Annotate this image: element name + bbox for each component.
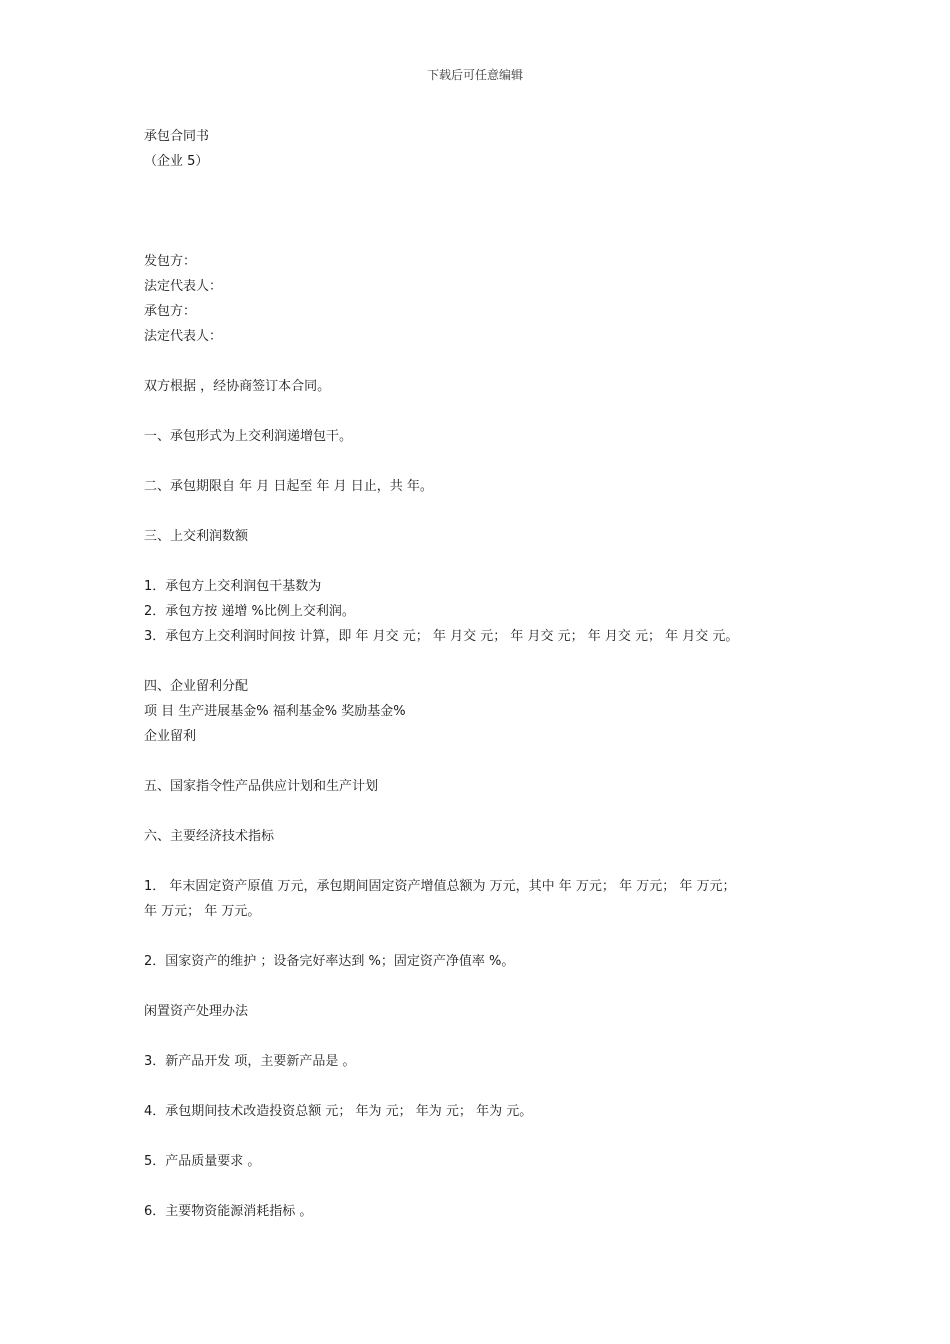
section-4-row-2: 企业留利 xyxy=(144,729,197,744)
idle-assets-heading: 闲置资产处理办法 xyxy=(144,1004,249,1019)
section-6-item-2: 2．国家资产的维护 ；设备完好率达到 %；固定资产净值率 %。 xyxy=(144,954,515,969)
section-5: 五、国家指令性产品供应计划和生产计划 xyxy=(144,779,379,794)
section-3-item-1: 1．承包方上交利润包干基数为 xyxy=(144,579,322,594)
document-title: 承包合同书 xyxy=(144,129,210,144)
section-4-heading: 四、企业留利分配 xyxy=(144,679,249,694)
issuer-label: 发包方： xyxy=(144,254,197,269)
document-body xyxy=(144,124,814,1224)
section-6-item-1-line-2: 年 万元； 年 万元。 xyxy=(144,904,261,919)
section-4-row-1: 项 目 生产进展基金% 福利基金% 奖励基金% xyxy=(144,704,406,719)
section-6-item-1-line-1: 1． 年末固定资产原值 万元，承包期间固定资产增值总额为 万元，其中 年 万元； 年 万元； 年 万元； xyxy=(144,879,736,894)
section-6-item-6: 6．主要物资能源消耗指标 。 xyxy=(144,1204,313,1219)
issuer-rep-label: 法定代表人： xyxy=(144,279,223,294)
section-2: 二、承包期限自 年 月 日起至 年 月 日止，共 年。 xyxy=(144,479,433,494)
intro-paragraph: 双方根据 ，经协商签订本合同。 xyxy=(144,379,331,394)
section-6-item-5: 5．产品质量要求 。 xyxy=(144,1154,261,1169)
header-note: 下载后可任意编辑 xyxy=(426,68,523,82)
section-3-item-2: 2．承包方按 递增 %比例上交利润。 xyxy=(144,604,355,619)
section-6-item-4: 4．承包期间技术改造投资总额 元； 年为 元； 年为 元； 年为 元。 xyxy=(144,1104,533,1119)
document-subtitle: （企业 5） xyxy=(144,154,209,169)
section-3-heading: 三、上交利润数额 xyxy=(144,529,249,544)
contractor-rep-label: 法定代表人： xyxy=(144,329,223,344)
section-3-item-3: 3．承包方上交利润时间按 计算，即 年 月交 元； 年 月交 元； 年 月交 元； 年 月交 元； 年 月交 元。 xyxy=(144,629,739,644)
section-6-item-3: 3．新产品开发 项，主要新产品是 。 xyxy=(144,1054,356,1069)
contractor-label: 承包方： xyxy=(144,304,197,319)
section-1: 一、承包形式为上交利润递增包干。 xyxy=(144,429,353,444)
section-6-heading: 六、主要经济技术指标 xyxy=(144,829,275,844)
